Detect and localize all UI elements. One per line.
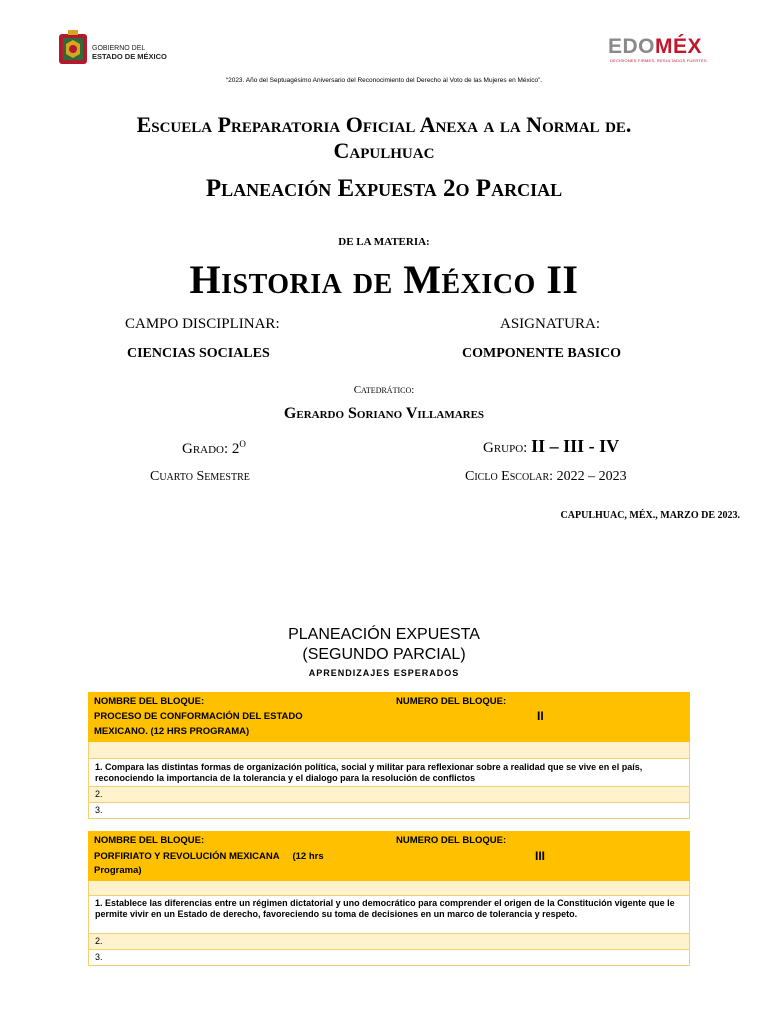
section-title-line2: (SEGUNDO PARCIAL): [302, 646, 466, 663]
aprendizaje-item: 2.: [88, 934, 690, 950]
bloque-number-label: NUMERO DEL BLOQUE:: [396, 696, 507, 707]
edomex-wordmark: [608, 36, 720, 58]
gobierno-line2: ESTADO DE MÉXICO: [92, 52, 167, 61]
edomex-slogan: DECISIONES FIRMES, RESULTADOS FUERTES.: [610, 58, 709, 63]
bloque-name-label: NOMBRE DEL BLOQUE:: [94, 835, 205, 846]
bloque-number: III: [535, 849, 546, 863]
school-line1: Escuela Preparatoria Oficial Anexa a la Normal de.: [136, 112, 632, 137]
campo-label: CAMPO DISCIPLINAR:: [125, 316, 280, 332]
aprendizaje-item: 3.: [88, 950, 690, 966]
grupo: [483, 436, 619, 457]
blank-row: [88, 881, 690, 896]
bloque-number-label: NUMERO DEL BLOQUE:: [396, 835, 507, 846]
grado-label: Grado: 2: [182, 441, 240, 457]
materia-label: DE LA MATERIA:: [338, 236, 430, 248]
school-line2: Capulhuac: [333, 138, 435, 163]
aprendizaje-item: [88, 759, 690, 787]
aprendizaje-text: 1. Compara las distintas formas de organización política, social y militar para reflexionar sobre a realidad que se vive en el país, reconociendo la importancia de la tolerancia y el dialogo para la resolución de conflictos: [95, 762, 643, 783]
section-title-line1: PLANEACIÓN EXPUESTA: [288, 626, 480, 643]
bloque-table: [88, 692, 690, 819]
aprendizaje-item: 3.: [88, 803, 690, 819]
bloque-name-line1: PORFIRIATO Y REVOLUCIÓN MEXICANA (12 hrs: [94, 851, 324, 862]
aprendizaje-item: 2.: [88, 787, 690, 803]
place-date: CAPULHUAC, MÉX., MARZO DE 2023.: [560, 510, 740, 521]
materia-title: Historia de México II: [189, 257, 579, 302]
gobierno-line1: GOBIERNO DEL: [92, 45, 146, 52]
bloque-table: [88, 831, 690, 966]
asignatura-value: COMPONENTE BASICO: [462, 346, 622, 361]
bloque-header: [88, 692, 690, 742]
gobierno-logo: [56, 30, 181, 70]
state-seal-icon: [56, 30, 90, 68]
grupo-value: II – III - IV: [531, 436, 620, 456]
blank-row: [88, 742, 690, 759]
aprendizaje-text: 1. Establece las diferencias entre un régimen dictatorial y uno democrático para comprender el origen de la Constitución vigente que le permite vivir en un Estado de derecho, favoreciendo su toma de decisiones en un marco de tolerancia y respeto.: [95, 898, 675, 919]
catedratico-name: Gerardo Soriano Villamares: [283, 405, 485, 422]
bloque-name-label: NOMBRE DEL BLOQUE:: [94, 696, 205, 707]
bloque-header: [88, 831, 690, 881]
grado: [182, 436, 246, 458]
grado-sup: o: [239, 436, 246, 450]
year-motto: “2023. Año del Septuagésimo Aniversario del Reconocimiento del Derecho al Voto de las Mujeres en México”.: [225, 77, 543, 84]
ciclo-escolar: Ciclo Escolar: 2022 – 2023: [465, 469, 627, 484]
gobierno-text: [92, 45, 167, 62]
aprendizaje-item: [88, 896, 690, 934]
bloque-name-line2: MEXICANO. (12 HRS PROGRAMA): [94, 726, 250, 737]
bloque-number: II: [537, 709, 544, 723]
aprendizajes-heading: APRENDIZAJES ESPERADOS: [308, 668, 460, 678]
document-title: Planeación Expuesta 2o Parcial: [205, 175, 563, 202]
campo-value: CIENCIAS SOCIALES: [127, 346, 270, 361]
school-name: [0, 112, 768, 164]
asignatura-label: ASIGNATURA:: [500, 316, 601, 332]
semestre: Cuarto Semestre: [150, 469, 250, 484]
section-title: [0, 625, 768, 665]
edomex-right: MÉX: [655, 35, 703, 58]
edomex-logo: [608, 36, 720, 66]
catedratico-label: Catedrático:: [353, 384, 415, 396]
bloque-name-line1: PROCESO DE CONFORMACIÓN DEL ESTADO: [94, 711, 303, 722]
bloque-name-line2: Programa): [94, 865, 142, 876]
grupo-label: Grupo:: [483, 440, 532, 456]
edomex-left: EDO: [608, 35, 656, 58]
